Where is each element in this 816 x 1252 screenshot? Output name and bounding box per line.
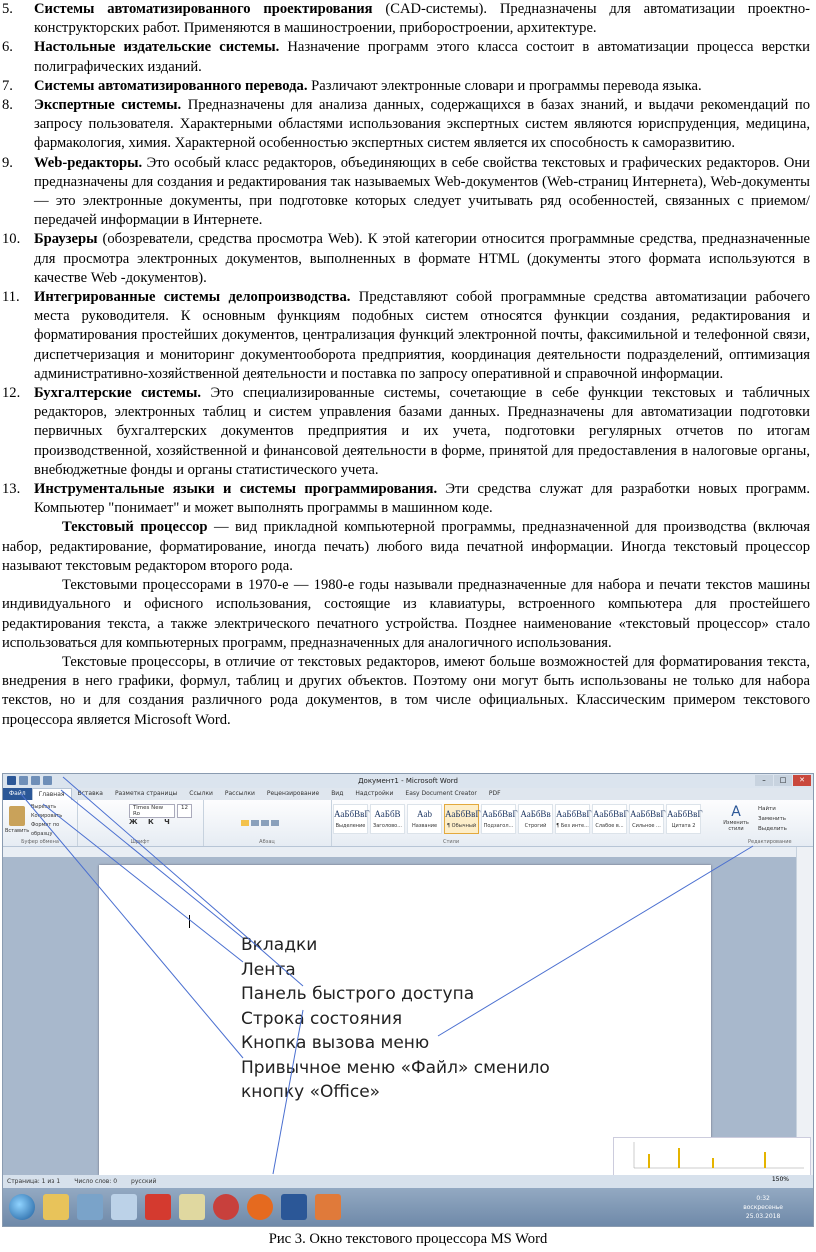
- change-styles-icon: A: [731, 804, 741, 820]
- close-icon[interactable]: ✕: [793, 775, 811, 786]
- callout-label: Лента: [241, 959, 296, 980]
- style-sample: АаБбВвГ: [445, 809, 481, 819]
- item-text: Это особый класс редакторов, объединяющих в себе свойства текстовых и графических редакторов. Они предназначены для создания и редактирования так называемых Web-документов (Web-страниц Интернета), Web-документы — это электронные документы, при подготовке которых следует учитывать ряд особенностей, связанных с приемом/передачей информации в Интернете.: [34, 154, 810, 229]
- arrow-tabs: [61, 790, 243, 938]
- item-text: Эти средства служат для разработки новых программ. Компьютер "понимает" и может выполнять программы в машинном коде.: [34, 481, 810, 517]
- arrow-file-menu: [21, 794, 243, 1058]
- word-screenshot: [2, 773, 814, 1227]
- callout-label: Кнопка вызова меню: [241, 1033, 430, 1053]
- style-name: Слабое в...: [595, 823, 624, 829]
- paragraph-text: Текстовые процессоры, в отличие от текстовых редакторов, имеют больше возможностей для форматирования текста, внедрения в него графики, формул, таблиц и других объектов. Поэтому они могут быть использованы не только для набора текстов, но и для создания различного рода документов, в том числе официальных. Классическим примером текстового процессора является Microsoft Word.: [2, 653, 810, 728]
- style-sample: АаБбВвГ: [593, 809, 629, 819]
- paragraph: [0, 518, 816, 576]
- arrow-ribbon: [43, 804, 243, 962]
- style-name: Цитата 2: [671, 823, 696, 829]
- item-text: Представляют собой программные средства автоматизации рабочего места руководителя. К основным функциям подобных систем относятся функции создания, редактирования и форматирования простейших документов, централизация функций электронной почты, факсимильной и телефонной связи, диспетчеризация и мониторинг документооборота предприятия, координация деятельности подразделений, оптимизация административно-хозяйственной деятельности и поставка по запросу оперативной и справочной информации.: [34, 289, 811, 382]
- list-item: [0, 38, 816, 76]
- group-caption: Шрифт: [130, 839, 150, 845]
- tab-3[interactable]: Разметка страницы: [114, 790, 178, 797]
- style-sample: АаБбВ: [374, 809, 401, 819]
- item-heading: Настольные издательские системы.: [34, 39, 280, 56]
- style-name: ¶ Обычный: [446, 823, 477, 829]
- list-item: [0, 384, 816, 480]
- list-number: 11.: [2, 289, 20, 306]
- format-painter-button[interactable]: Формат по образцу: [31, 822, 60, 837]
- tab-9[interactable]: Easy Document Creator: [405, 790, 477, 797]
- item-heading: Интегрированные системы делопроизводства.: [34, 289, 351, 306]
- clock-date: 25.03.2018: [745, 1213, 781, 1220]
- list-item: [0, 0, 816, 38]
- style-sample: АаБбВвГ: [667, 809, 703, 819]
- list-number: 7.: [2, 77, 13, 94]
- group-caption: Редактирование: [748, 839, 792, 845]
- list-number: 8.: [2, 97, 13, 114]
- arrow-status-bar: [273, 1010, 303, 1174]
- list-item: [0, 77, 816, 96]
- tab-1[interactable]: Главная: [32, 788, 72, 800]
- list-item: [0, 288, 816, 384]
- style-sample: АаБбВвГ: [482, 809, 518, 819]
- font-format-icons[interactable]: Ж К Ч: [129, 818, 174, 826]
- group-caption: Буфер обмена: [21, 839, 59, 845]
- callout-label: Строка состояния: [241, 1008, 403, 1029]
- find-button[interactable]: Найти: [758, 806, 776, 812]
- style-sample: АаБбВвГ: [334, 809, 370, 819]
- list-item: [0, 154, 816, 231]
- tab-2[interactable]: Вставка: [77, 790, 103, 797]
- arrow-quick-access: [63, 777, 303, 986]
- cut-button[interactable]: Вырезать: [31, 804, 57, 810]
- list-number: 12.: [2, 385, 21, 402]
- paragraph: [0, 653, 816, 730]
- window-title: Документ1 - Microsoft Word: [358, 777, 458, 785]
- font-size-select[interactable]: 12: [177, 804, 192, 818]
- minimize-icon[interactable]: –: [755, 775, 773, 786]
- tab-5[interactable]: Рассылки: [224, 790, 255, 797]
- list-item: [0, 480, 816, 518]
- tab-0[interactable]: Файл: [3, 788, 32, 800]
- item-text: Это специализированные системы, сочетающие в себе функции текстовых и табличных редакторов, электронных таблиц и систем управления базами данных. Предназначены для автоматизации подготовки первичных бухгалтерских документов предприятия и их учета, подготовки регулярных отчетов по итогам производственной, хозяйственной и финансовой деятельности в форме, принятой для предоставления в налоговые органы, внебюджетные фонды и органы статистического учета.: [34, 385, 810, 478]
- tab-10[interactable]: PDF: [488, 790, 501, 797]
- tab-6[interactable]: Рецензирование: [266, 790, 320, 797]
- paragraph-text: — вид прикладной компьютерной программы, предназначенной для производства (включая набор, редактирование, форматирование, иногда печать) любого вида печатной информации. Иногда текстовый процессор называют текстовым редактором второго рода.: [2, 519, 810, 574]
- clock-day: воскресенье: [743, 1204, 783, 1211]
- item-text: (обозреватели, средства просмотра Web). К этой категории относится программные средства, предназначенные для просмотра электронных документов, выполненных в формате HTML (документы этого формата используются в качестве Web -документов).: [34, 231, 810, 286]
- item-heading: Web-редакторы.: [34, 154, 143, 171]
- tab-7[interactable]: Вид: [331, 790, 344, 797]
- item-text: Назначение программ этого класса состоит в автоматизации процесса верстки полиграфических изданий.: [34, 39, 810, 75]
- item-heading: Системы автоматизированного перевода.: [34, 77, 308, 94]
- list-number: 9.: [2, 154, 13, 171]
- font-name-select[interactable]: Times New Ro: [129, 804, 175, 818]
- paste-label: Вставить: [5, 828, 30, 834]
- item-heading: Экспертные системы.: [34, 97, 182, 114]
- style-name: Название: [411, 823, 438, 829]
- style-sample: АаБбВв: [520, 809, 551, 819]
- list-number: 6.: [2, 39, 13, 56]
- style-name: Строгий: [524, 823, 547, 829]
- status-item[interactable]: Число слов: 0: [74, 1178, 118, 1185]
- zoom-level[interactable]: 150%: [771, 1176, 789, 1183]
- item-heading: Инструментальные языки и системы программирования.: [34, 481, 438, 498]
- select-button[interactable]: Выделить: [758, 826, 787, 832]
- numbered-list: [0, 0, 816, 518]
- tab-4[interactable]: Ссылки: [189, 790, 213, 797]
- callout-label: Панель быстрого доступа: [241, 984, 475, 1004]
- arrow-dialog-launcher: [438, 846, 753, 1036]
- paragraphs: [0, 518, 816, 729]
- clock-time: 0:32: [756, 1195, 770, 1202]
- group-caption: Стили: [443, 839, 460, 845]
- item-heading: Бухгалтерские системы.: [34, 385, 202, 402]
- style-sample: АаБбВвГ: [556, 809, 592, 819]
- style-name: Сильное ...: [632, 823, 661, 829]
- list-item: [0, 96, 816, 154]
- style-sample: АаБбВвГ: [630, 809, 666, 819]
- change-styles-label: Изменить стили: [723, 820, 749, 832]
- callout-label: Вкладки: [241, 935, 318, 955]
- status-item[interactable]: русский: [131, 1178, 157, 1185]
- paragraph: [0, 576, 816, 653]
- callout-arrows: [3, 774, 814, 1227]
- item-heading: Системы автоматизированного проектирования: [34, 1, 373, 17]
- maximize-icon[interactable]: □: [774, 775, 792, 786]
- paragraph-text: Текстовыми процессорами в 1970-е — 1980-е годы называли предназначенные для набора и печати текстов машины индивидуального и офисного использования, состоящие из клавиатуры, встроенного компьютера для простейшего редактирования текста, а также электрического печатного устройства. Позднее наименование «текстовый процессор» стало использоваться для компьютерных программ, предназначенных для аналогичного использования.: [2, 577, 810, 651]
- style-name: ¶ Без инте...: [556, 823, 589, 829]
- list-number: 13.: [2, 481, 21, 498]
- style-name: Заголово...: [373, 823, 402, 829]
- style-name: Подзагол...: [483, 823, 514, 829]
- copy-button[interactable]: Копировать: [31, 813, 63, 819]
- item-text: Различают электронные словари и программы перевода языка.: [307, 77, 702, 94]
- replace-button[interactable]: Заменить: [758, 816, 787, 822]
- callout-label: Привычное меню «Файл» сменило: [241, 1057, 550, 1078]
- style-name: Выделение: [335, 823, 366, 829]
- list-number: 10.: [2, 231, 21, 248]
- group-caption: Абзац: [259, 839, 275, 845]
- style-sample: Aab: [417, 809, 432, 819]
- item-text: Предназначены для анализа данных, содержащихся в базах знаний, и выдачи рекомендаций по запросу пользователя. Характерными областями использования экспертных систем являются юриспруденция, медицина, фармакология, химия. Характерной особенностью экспертных систем является их способность к саморазвитию.: [34, 97, 810, 152]
- list-item: [0, 230, 816, 288]
- callout-label: кнопку «Office»: [241, 1082, 381, 1102]
- paragraph-term: Текстовый процессор: [62, 519, 208, 536]
- figure-caption: Рис 3. Окно текстового процессора MS Word: [268, 1231, 548, 1247]
- item-text: (CAD-системы). Предназначены для автоматизации проектно-конструкторских работ. Применяются в машиностроении, приборостроении, архитектуре.: [34, 1, 811, 37]
- list-number: 5.: [2, 1, 13, 17]
- tab-8[interactable]: Надстройки: [355, 790, 394, 797]
- item-heading: Браузеры: [34, 231, 98, 248]
- status-item[interactable]: Страница: 1 из 1: [7, 1178, 61, 1185]
